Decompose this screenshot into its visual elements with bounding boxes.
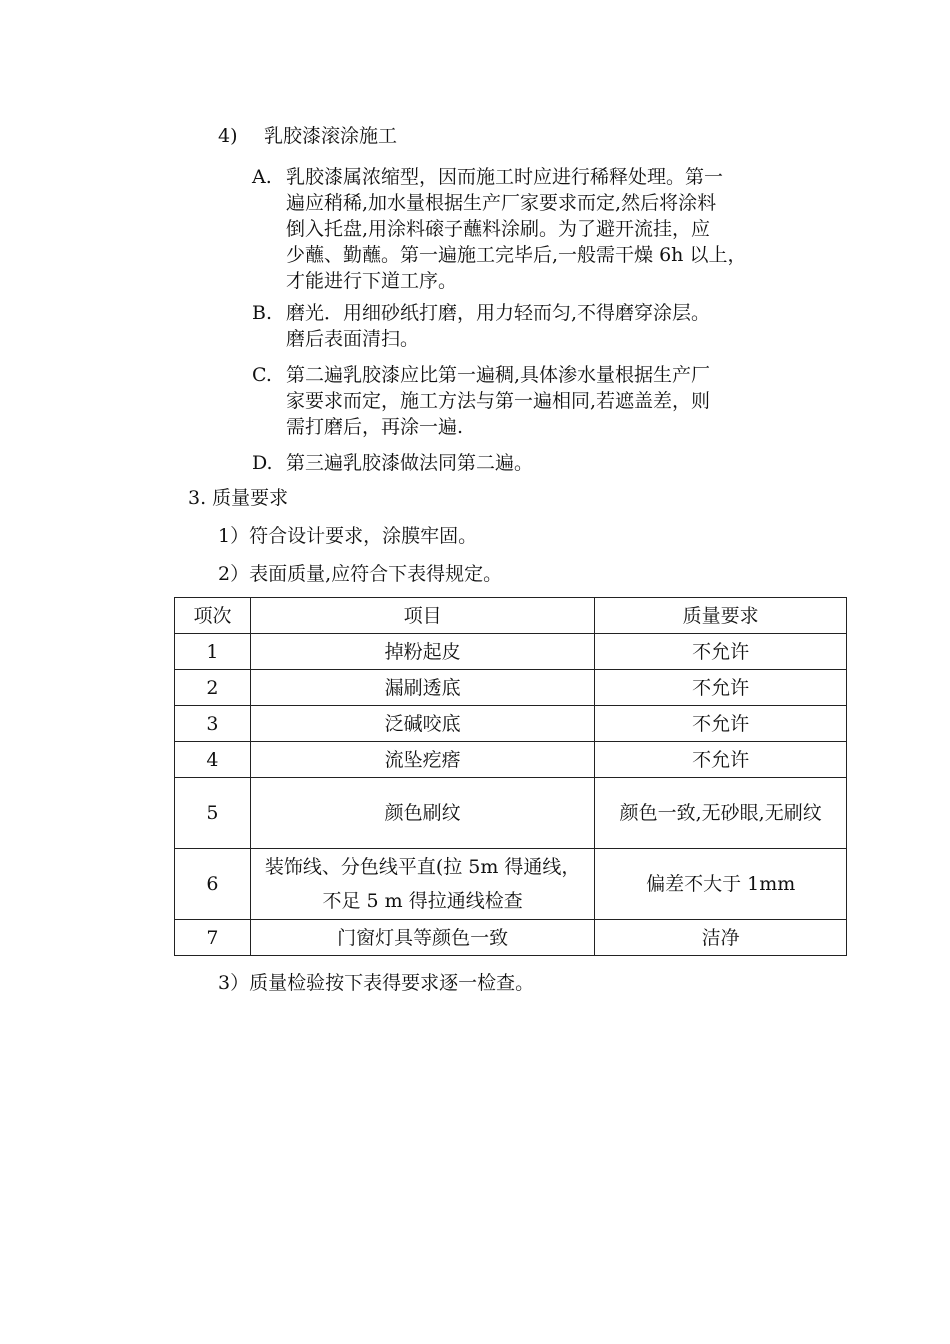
- item-c-marker: C.: [252, 364, 272, 386]
- cell-requirement: [595, 778, 847, 849]
- table-header-row: [175, 598, 847, 634]
- header-no: 项次: [175, 598, 251, 634]
- quality-heading: 3. 质量要求: [188, 487, 289, 509]
- cell-requirement-text: 颜色一致,无砂眼,无刷纹: [619, 802, 822, 824]
- item-b-marker: B.: [252, 302, 273, 324]
- quality-item-2: 2）表面质量,应符合下表得规定。: [218, 563, 503, 585]
- cell-item: 门窗灯具等颜色一致: [250, 920, 594, 956]
- cell-requirement: 不允许: [595, 634, 847, 670]
- cell-requirement: 洁净: [595, 920, 847, 956]
- item-a-line: 倒入托盘,用涂料磙子蘸料涂刷。为了避开流挂，应: [286, 218, 711, 240]
- item-b-text: [286, 300, 710, 352]
- item-c-line: 需打磨后，再涂一遍.: [286, 416, 464, 438]
- table-row: [175, 706, 847, 742]
- cell-no: 6: [175, 849, 251, 920]
- cell-requirement: 不允许: [595, 670, 847, 706]
- table-row: [175, 920, 847, 956]
- header-item: 项目: [250, 598, 594, 634]
- section-title: 乳胶漆滚涂施工: [264, 125, 398, 147]
- cell-item: [250, 849, 594, 920]
- item-a-line: 遍应稍稀,加水量根据生产厂家要求而定,然后将涂料: [286, 192, 717, 214]
- quality-item-1: 1）符合设计要求，涂膜牢固。: [218, 525, 478, 547]
- table-row: [175, 778, 847, 849]
- header-requirement: 质量要求: [595, 598, 847, 634]
- cell-item: 漏刷透底: [250, 670, 594, 706]
- item-c-line: 第二遍乳胶漆应比第一遍稠,具体渗水量根据生产厂: [286, 364, 711, 386]
- table-row: [175, 849, 847, 920]
- quality-item-3: 3）质量检验按下表得要求逐一检查。: [218, 972, 535, 994]
- cell-item: 掉粉起皮: [250, 634, 594, 670]
- item-d-marker: D.: [252, 452, 273, 474]
- item-c-line: 家要求而定，施工方法与第一遍相同,若遮盖差，则: [286, 390, 711, 412]
- section-marker: 4): [218, 125, 238, 147]
- table-row: [175, 670, 847, 706]
- item-a-line: 少蘸、勤蘸。第一遍施工完毕后,一般需干燥 6h 以上，: [286, 244, 747, 266]
- cell-item: 流坠疙瘩: [250, 742, 594, 778]
- item-c-text: [286, 362, 710, 440]
- table-row: [175, 742, 847, 778]
- item-a-text: [286, 164, 746, 294]
- cell-no: 1: [175, 634, 251, 670]
- item-a-line: 才能进行下道工序。: [286, 270, 458, 292]
- cell-no: 5: [175, 778, 251, 849]
- cell-requirement: 不允许: [595, 706, 847, 742]
- cell-requirement: 偏差不大于 1mm: [595, 849, 847, 920]
- table-row: [175, 634, 847, 670]
- cell-item: 泛碱咬底: [250, 706, 594, 742]
- cell-item: 颜色刷纹: [250, 778, 594, 849]
- item-b-line: 磨后表面清扫。: [286, 328, 420, 350]
- cell-no: 3: [175, 706, 251, 742]
- cell-requirement: 不允许: [595, 742, 847, 778]
- quality-table: [174, 597, 847, 956]
- item-a-marker: A.: [252, 166, 272, 188]
- cell-no: 4: [175, 742, 251, 778]
- cell-no: 7: [175, 920, 251, 956]
- item-b-line: 磨光．用细砂纸打磨，用力轻而匀,不得磨穿涂层。: [286, 302, 711, 324]
- cell-item-text: 装饰线、分色线平直(拉 5m 得通线，不足 5 m 得拉通线检查: [264, 856, 581, 912]
- cell-no: 2: [175, 670, 251, 706]
- item-a-line: 乳胶漆属浓缩型，因而施工时应进行稀释处理。第一: [286, 166, 724, 188]
- item-d-text: 第三遍乳胶漆做法同第二遍。: [286, 452, 534, 474]
